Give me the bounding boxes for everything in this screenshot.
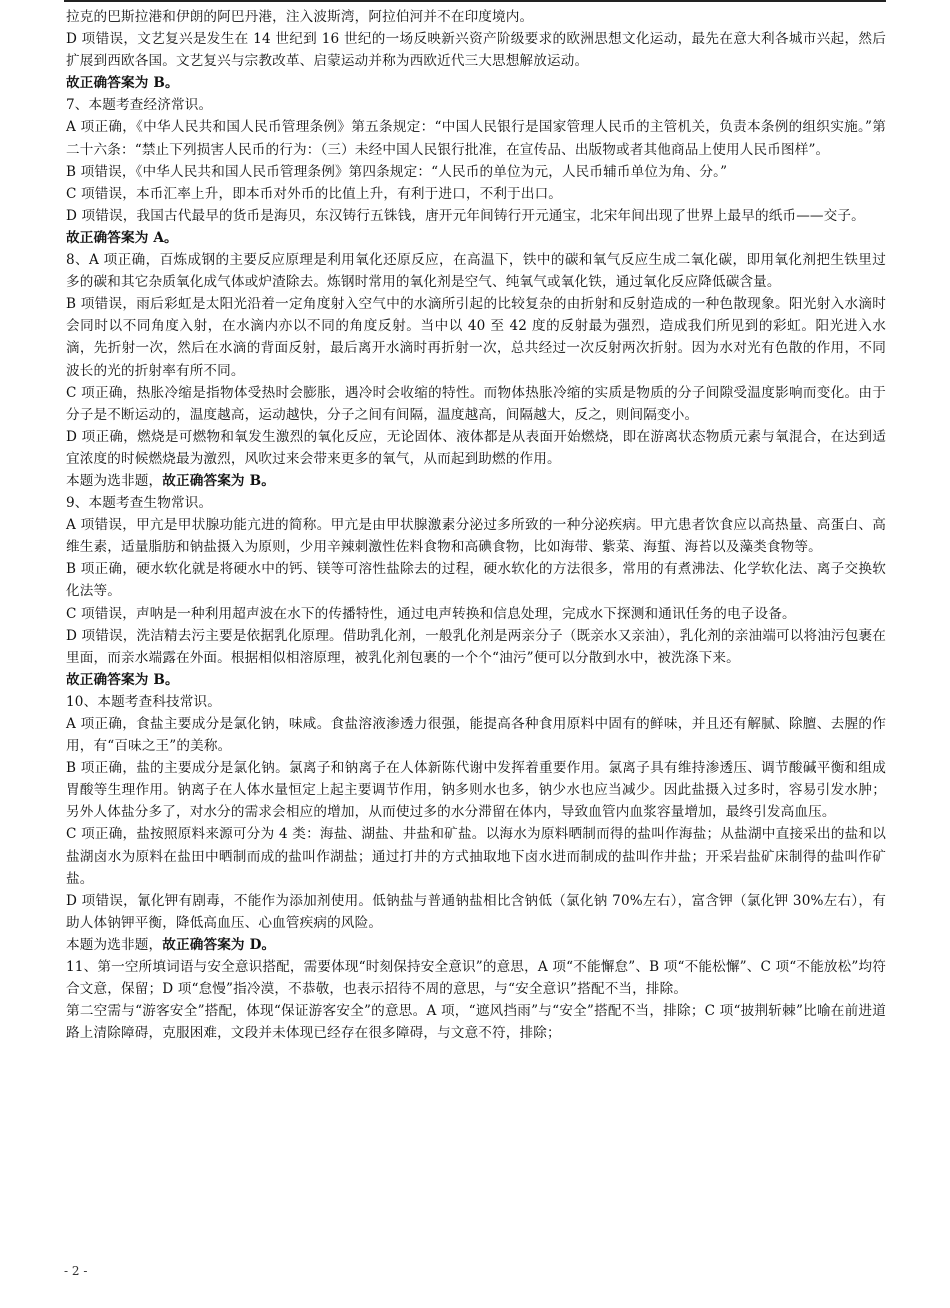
paragraph: C 项正确，盐按照原料来源可分为 4 类：海盐、湖盐、井盐和矿盐。以海水为原料晒制而得的盐叫作海盐；从盐湖中直接采出的盐和以盐湖卤水为原料在盐田中晒制而成的盐叫作湖盐；通过打井的方式抽取地下卤水进而制成的盐叫作井盐；开采岩盐矿床制得的盐叫作矿盐。 [66,826,886,887]
paragraph: 拉克的巴斯拉港和伊朗的阿巴丹港，注入波斯湾，阿拉伯河并不在印度境内。 [66,9,534,25]
answer-line: 故正确答案为 B。 [66,671,179,688]
paragraph: D 项错误，我国古代最早的货币是海贝，东汉铸行五铢钱，唐开元年间铸行开元通宝，北宋年间出现了世界上最早的纸币——交子。 [66,207,865,224]
paragraph: D 项错误，文艺复兴是发生在 14 世纪到 16 世纪的一场反映新兴资产阶级要求的欧洲思想文化运动，最先在意大利各城市兴起，然后扩展到西欧各国。文艺复兴与宗教改革、启蒙运动并称为西欧近代三大思想解放运动。 [66,31,886,70]
paragraph-text: 本题为选非题， [66,936,163,953]
paragraph: 第二空需与“游客安全”搭配，体现“保证游客安全”的意思。A 项，“遮风挡雨”与“安全”搭配不当，排除；C 项“披荆斩棘”比喻在前进道路上清除障碍，克服困难，文段并未体现已经存在很多障碍，与文意不符，排除； [66,1003,886,1042]
paragraph: A 项正确，《中华人民共和国人民币管理条例》第五条规定：“中国人民银行是国家管理人民币的主管机关，负责本条例的组织实施。”第二十六条：“禁止下列损害人民币的行为：（三）未经中国人民银行批准，在宣传品、出版物或者其他商品上使用人民币图样”。 [66,119,886,158]
paragraph: 9、本题考查生物常识。 [66,495,213,512]
paragraph: B 项正确，盐的主要成分是氯化钠。氯离子和钠离子在人体新陈代谢中发挥着重要作用。氯离子具有维持渗透压、调节酸碱平衡和组成胃酸等生理作用。钠离子在人体水量恒定上起主要调节作用，钠多则水也多，钠少水也应当减少。因此盐摄入过多时，容易引发水肿；另外人体盐分多了，对水分的需求会相应的增加，从而使过多的水分滞留在体内，导致血管内血浆容量增加，最终引发高血压。 [66,760,886,821]
paragraph: 8、A 项正确，百炼成钢的主要反应原理是利用氧化还原反应，在高温下，铁中的碳和氧气反应生成二氧化碳，即用氧化剂把生铁里过多的碳和其它杂质氧化成气体或炉渣除去。炼钢时常用的氧化剂是空气、纯氧气或氧化铁，通过氧化反应降低碳含量。 [66,252,886,291]
answer-line: 故正确答案为 A。 [66,229,178,246]
paragraph: C 项错误，本币汇率上升，即本币对外币的比值上升，有利于进口，不利于出口。 [66,185,563,202]
paragraph: A 项错误，甲亢是甲状腺功能亢进的简称。甲亢是由甲状腺激素分泌过多所致的一种分泌疾病。甲亢患者饮食应以高热量、高蛋白、高维生素，适量脂肪和钠盐摄入为原则，少用辛辣刺激性佐料食物和高碘食物，比如海带、紫菜、海蜇、海苔以及藻类食物等。 [66,517,886,556]
paragraph: D 项错误，氰化钾有剧毒，不能作为添加剂使用。低钠盐与普通钠盐相比含钠低（氯化钠 70%左右），富含钾（氯化钾 30%左右），有助人体钠钾平衡，降低高血压、心血管疾病的风险。 [66,892,886,931]
paragraph: D 项正确，燃烧是可燃物和氧发生激烈的氧化反应，无论固体、液体都是从表面开始燃烧，即在游离状态物质元素与氧混合，在达到适宜浓度的时候燃烧最为激烈，风吹过来会带来更多的氧气，从而起到助燃的作用。 [66,428,886,467]
paragraph: D 项错误，洗洁精去污主要是依据乳化原理。借助乳化剂，一般乳化剂是两亲分子（既亲水又亲油），乳化剂的亲油端可以将油污包裹在里面，而亲水端露在外面。根据相似相溶原理，被乳化剂包裹的一个个“油污”便可以分散到水中，被洗涤下来。 [66,627,886,666]
paragraph: C 项正确，热胀冷缩是指物体受热时会膨胀，遇冷时会收缩的特性。而物体热胀冷缩的实质是物质的分子间隙受温度影响而变化。由于分子是不断运动的，温度越高，运动越快，分子之间有间隔，温度越高，间隔越大，反之，则间隔变小。 [66,384,886,423]
answer-text: 故正确答案为 B。 [162,472,275,489]
document-body [66,6,886,1044]
paragraph: B 项错误，《中华人民共和国人民币管理条例》第四条规定：“人民币的单位为元，人民币辅币单位为角、分。” [66,163,728,180]
header-rule [64,0,886,2]
paragraph [66,470,886,492]
paragraph: 7、本题考查经济常识。 [66,97,213,114]
paragraph [66,934,886,956]
paragraph: C 项错误，声呐是一种利用超声波在水下的传播特性，通过电声转换和信息处理，完成水下探测和通讯任务的电子设备。 [66,605,796,622]
paragraph: 11、第一空所填词语与安全意识搭配，需要体现“时刻保持安全意识”的意思，A 项“不能懈怠”、B 项“不能松懈”、C 项“不能放松”均符合文意，保留；D 项“怠慢”指冷漠，不恭敬，也表示招待不周的意思，与“安全意识”搭配不当，排除。 [66,959,886,998]
paragraph: 10、本题考查科技常识。 [66,693,222,710]
answer-line: 故正确答案为 B。 [66,75,179,92]
paragraph: B 项错误，雨后彩虹是太阳光沿着一定角度射入空气中的水滴所引起的比较复杂的由折射和反射造成的一种色散现象。阳光射入水滴时会同时以不同角度入射，在水滴内亦以不同的角度反射。当中以 40 至 42 度的反射最为强烈，造成我们所见到的彩虹。阳光进入水滴，先折射一次，然后在水滴的背面反射，最后离开水滴时再折射一次，总共经过一次反射两次折射。因为水对光有色散的作用，不同波长的光的折射率有所不同。 [66,296,886,379]
answer-text: 故正确答案为 D。 [162,936,276,953]
paragraph: B 项正确，硬水软化就是将硬水中的钙、镁等可溶性盐除去的过程，硬水软化的方法很多，常用的有煮沸法、化学软化法、离子交换软化法等。 [66,561,886,600]
paragraph-text: 本题为选非题， [66,472,163,489]
page-number: - 2 - [64,1264,88,1278]
paragraph: A 项正确，食盐主要成分是氯化钠，味咸。食盐溶液渗透力很强，能提高各种食用原料中固有的鲜味，并且还有解腻、除膻、去腥的作用，有“百味之王”的美称。 [66,716,886,755]
